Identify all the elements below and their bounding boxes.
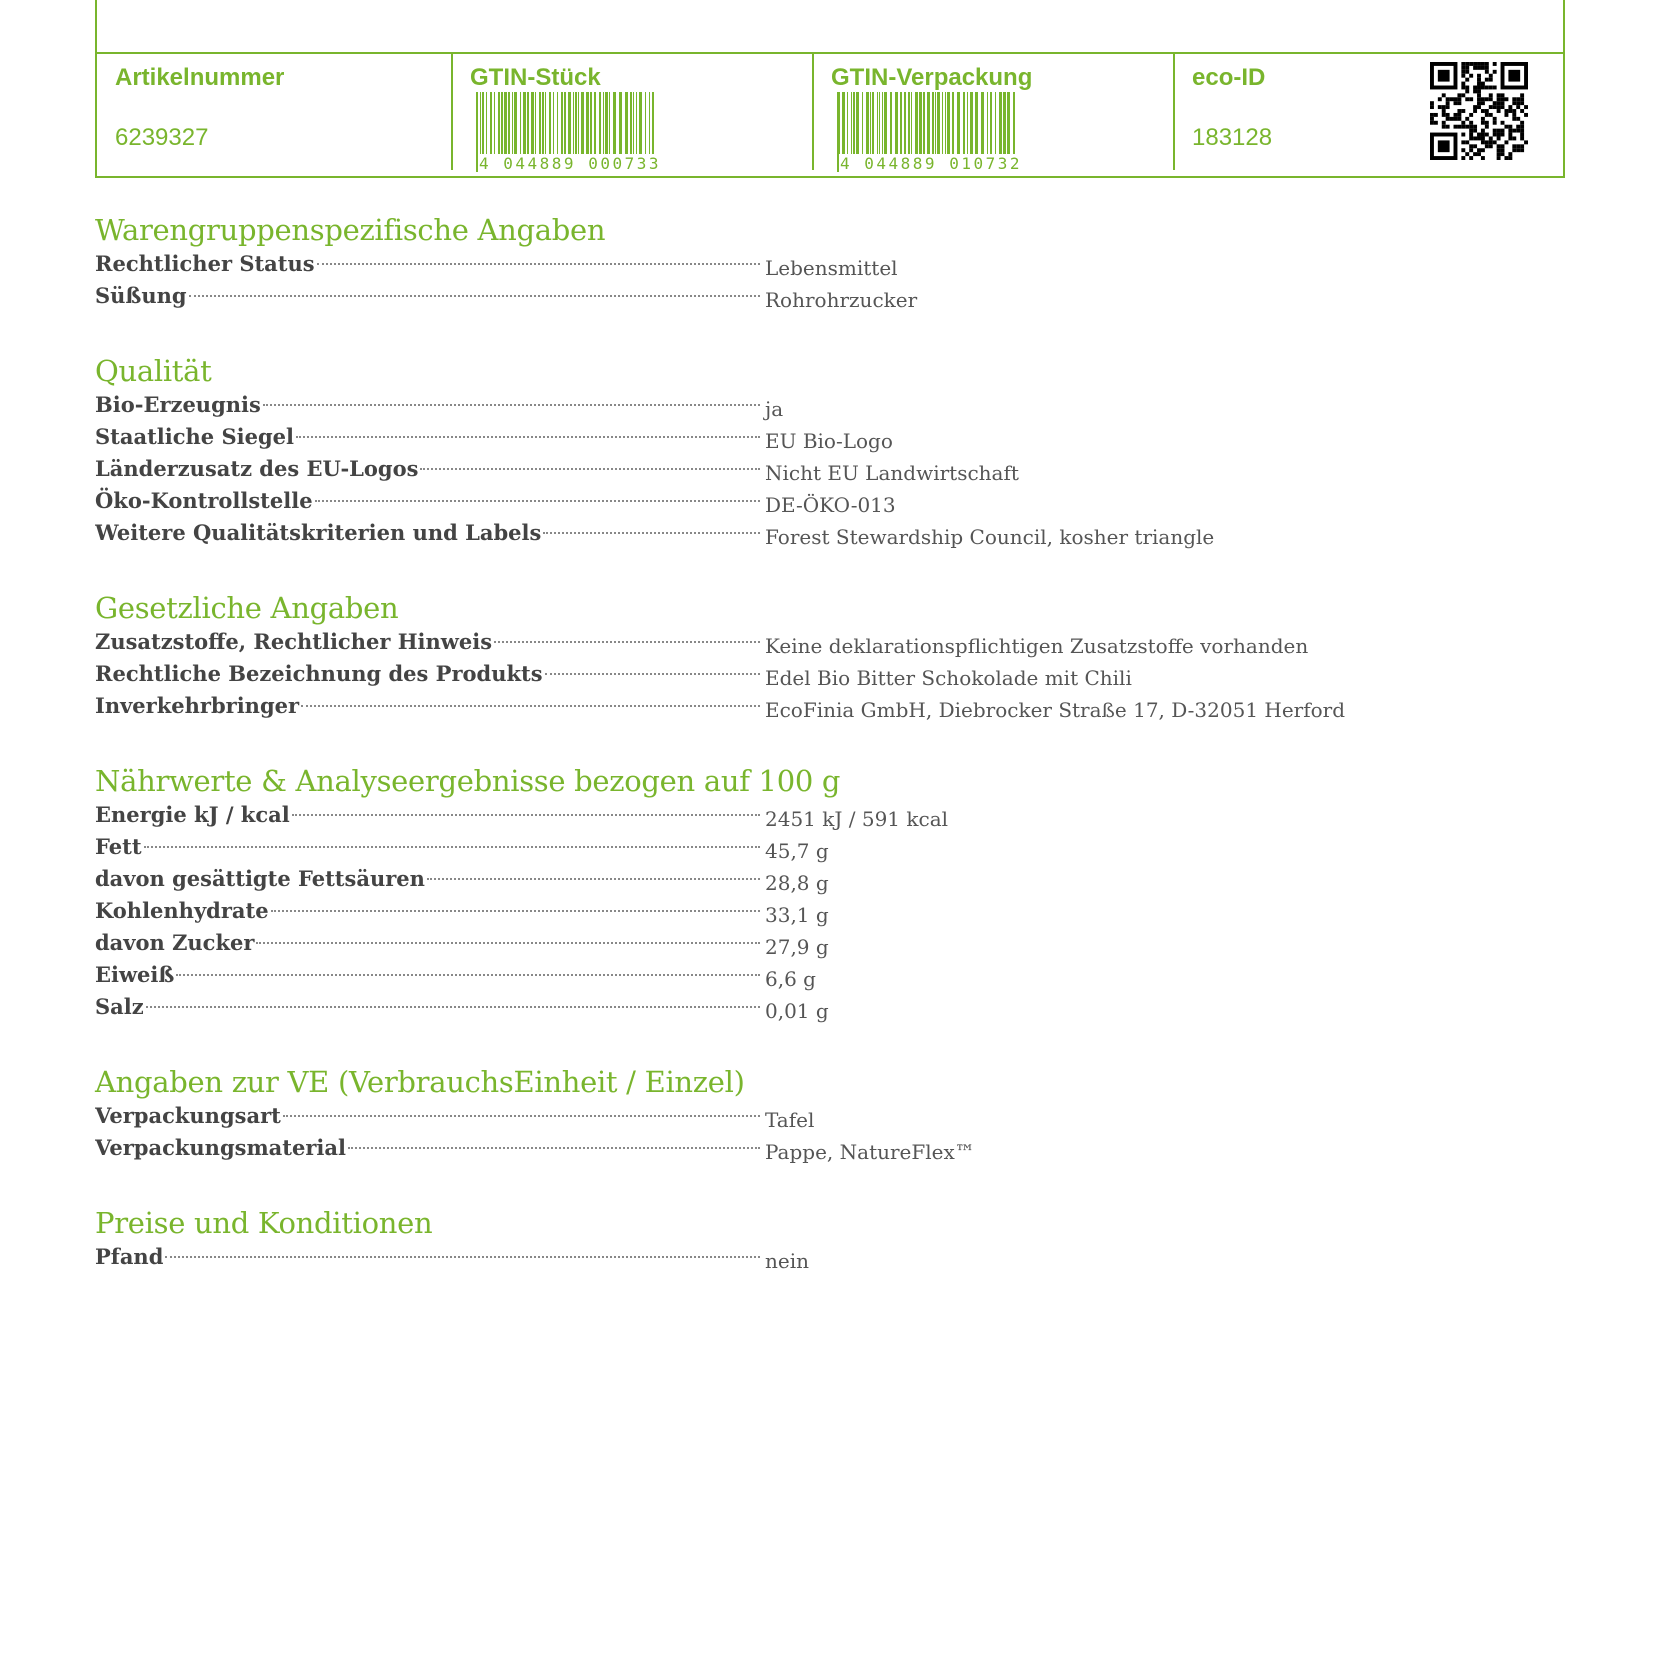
section-title: Angaben zur VE (VerbrauchsEinheit / Einzel) [95,1065,745,1099]
section-gesetzlich [95,590,1565,722]
spec-label-wrap [95,248,760,280]
spec-label-wrap [95,485,760,517]
spec-label-wrap [95,927,760,959]
spec-value: 27,9 g [765,935,829,959]
spec-value: 0,01 g [765,999,829,1023]
spec-value: Tafel [765,1108,815,1132]
spec-label: Eiweiß [95,962,175,987]
dot-leader [271,910,760,912]
spec-row [95,863,1565,895]
spec-row [95,1132,1565,1164]
spec-value: Pappe, NatureFlex™ [765,1140,975,1164]
spec-label-wrap [95,421,760,453]
spec-label-wrap [95,831,760,863]
product-data-sheet [95,212,1565,1314]
dot-leader [315,500,760,502]
spec-label-wrap [95,895,760,927]
dot-leader [263,404,760,406]
section-title: Nährwerte & Analyseergebnisse bezogen auf 100 g [95,764,841,798]
spec-label-wrap [95,453,760,485]
product-id-row [97,52,1563,176]
spec-label: Inverkehrbringer [95,693,300,718]
spec-row [95,626,1565,658]
spec-label-wrap [95,658,760,690]
section-rows [95,389,1565,549]
spec-row [95,799,1565,831]
spec-value: 2451 kJ / 591 kcal [765,807,949,831]
spec-label-wrap [95,626,760,658]
dot-leader [420,468,760,470]
dot-leader [296,436,760,438]
spec-label: Bio-Erzeugnis [95,392,261,417]
spec-row [95,927,1565,959]
spec-label-wrap [95,1132,760,1164]
spec-value: 45,7 g [765,839,829,863]
dot-leader [283,1115,760,1117]
section-title: Gesetzliche Angaben [95,591,399,625]
spec-value: 33,1 g [765,903,829,927]
gtin-stueck-label: GTIN-Stück [470,64,601,91]
spec-row [95,248,1565,280]
spec-label: Rechtlicher Status [95,251,315,276]
spec-label-wrap [95,1100,760,1132]
section-rows [95,1100,1565,1164]
dot-leader [165,1256,760,1258]
section-rows [95,626,1565,722]
eco-id-label: eco-ID [1192,64,1266,91]
dot-leader [427,878,760,880]
spec-label-wrap [95,991,760,1023]
product-id-header [95,0,1565,178]
spec-label: Fett [95,834,142,859]
gtin-stueck-number: 4 044889 000733 [479,154,661,173]
dot-leader [494,641,760,643]
artikelnummer-label: Artikelnummer [115,64,285,91]
eco-id-cell [1174,54,1563,176]
dot-leader [348,1147,760,1149]
spec-label: davon gesättigte Fettsäuren [95,866,425,891]
spec-label-wrap [95,863,760,895]
spec-label-wrap [95,690,760,722]
dot-leader [292,814,760,816]
dot-leader [144,846,760,848]
spec-row [95,991,1565,1023]
spec-value: DE-ÖKO-013 [765,493,896,517]
spec-label-wrap [95,799,760,831]
spec-label: Süßung [95,283,187,308]
spec-row [95,280,1565,312]
dot-leader [176,974,760,976]
section-qualitaet [95,353,1565,549]
section-title: Qualität [95,354,212,388]
spec-label: davon Zucker [95,930,255,955]
section-preise [95,1205,1565,1273]
spec-value: 28,8 g [765,871,829,895]
spec-label: Öko-Kontrollstelle [95,488,313,513]
spec-label-wrap [95,517,760,549]
dot-leader [543,532,760,534]
spec-row [95,959,1565,991]
spec-row [95,895,1565,927]
spec-label: Staatliche Siegel [95,424,294,449]
spec-label-wrap [95,959,760,991]
section-rows [95,799,1565,1023]
spec-row [95,1100,1565,1132]
spec-label: Weitere Qualitätskriterien und Labels [95,520,542,545]
spec-row [95,389,1565,421]
spec-label: Pfand [95,1244,164,1269]
spec-value: EU Bio-Logo [765,429,893,453]
section-naehrwerte [95,763,1565,1023]
artikelnummer-value: 6239327 [115,124,209,151]
spec-row [95,517,1565,549]
spec-label: Kohlenhydrate [95,898,269,923]
spec-label: Energie kJ / kcal [95,802,290,827]
spec-label: Verpackungsmaterial [95,1135,346,1160]
spec-row [95,453,1565,485]
spec-value: Keine deklarationspflichtigen Zusatzstoffe vorhanden [765,634,1309,658]
spec-row [95,831,1565,863]
spec-row [95,485,1565,517]
spec-value: 6,6 g [765,967,816,991]
dot-leader [256,942,760,944]
artikelnummer-cell [97,54,453,170]
spec-label-wrap [95,1241,760,1273]
spec-value: EcoFinia GmbH, Diebrocker Straße 17, D-32051 Herford [765,698,1346,722]
section-warengruppe [95,212,1565,312]
spec-label: Zusatzstoffe, Rechtlicher Hinweis [95,629,493,654]
spec-label: Verpackungsart [95,1103,281,1128]
gtin-verpackung-number: 4 044889 010732 [840,154,1022,173]
dot-leader [301,705,760,707]
spec-value: Nicht EU Landwirtschaft [765,461,1019,485]
gtin-verpackung-label: GTIN-Verpackung [831,64,1033,91]
spec-label: Länderzusatz des EU-Logos [95,456,419,481]
spec-value: Edel Bio Bitter Schokolade mit Chili [765,666,1132,690]
spec-label: Rechtliche Bezeichnung des Produkts [95,661,543,686]
spec-value: Lebensmittel [765,256,898,280]
spec-row [95,1241,1565,1273]
section-title: Preise und Konditionen [95,1206,433,1240]
spec-label-wrap [95,389,760,421]
gtin-stueck-cell [452,54,814,173]
eco-id-value: 183128 [1192,124,1273,151]
dot-leader [317,263,760,265]
section-title: Warengruppenspezifische Angaben [95,213,606,247]
section-ve [95,1064,1565,1164]
dot-leader [189,295,760,297]
spec-value: Forest Stewardship Council, kosher triangle [765,525,1215,549]
gtin-verpackung-cell [813,54,1175,173]
spec-label: Salz [95,994,144,1019]
spec-row [95,421,1565,453]
spec-value: nein [765,1249,809,1273]
dot-leader [146,1006,760,1008]
qr-code-icon [1430,62,1528,160]
spec-row [95,658,1565,690]
spec-row [95,690,1565,722]
spec-value: Rohrohrzucker [765,288,918,312]
dot-leader [545,673,760,675]
section-rows [95,248,1565,312]
spec-label-wrap [95,280,760,312]
section-rows [95,1241,1565,1273]
spec-value: ja [765,397,784,421]
